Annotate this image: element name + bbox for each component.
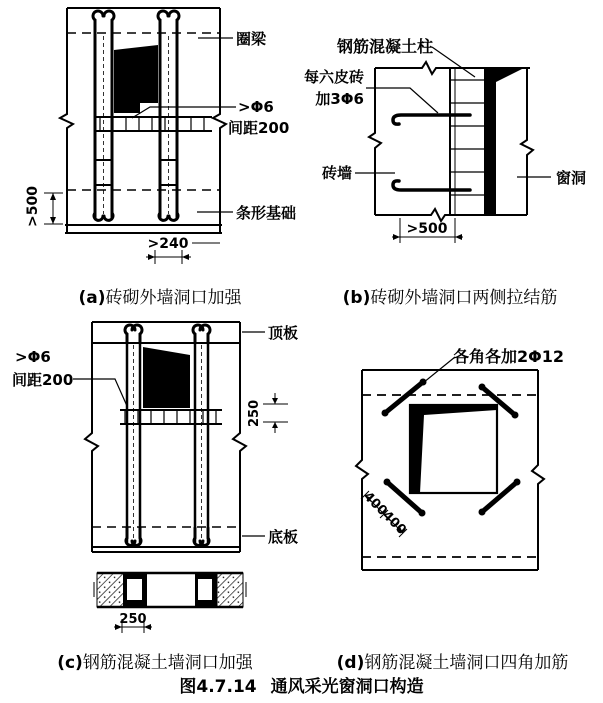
stirrup-ties (95, 160, 177, 185)
caption-a-prefix: (a) (78, 288, 106, 308)
panel-b-drawing (295, 25, 603, 255)
caption-d-text: 钢筋混凝土墙洞口四角加筋 (364, 653, 569, 673)
corner-black-wedge (496, 68, 524, 82)
dim-250-right-label: 250 (247, 399, 262, 427)
caption-c-text: 钢筋混凝土墙洞口加强 (82, 653, 253, 673)
dim-250-arrow-down (272, 398, 278, 404)
corner-note-leader (418, 357, 455, 387)
dim-500-arrow-left (393, 234, 400, 240)
wall-right-line (233, 322, 246, 552)
caption-panel-b (300, 283, 600, 308)
dim-250-bottom-label: 250 (119, 612, 147, 627)
wall-left-line (60, 8, 73, 232)
lintel-band (95, 117, 212, 131)
window-jamb-line (521, 68, 533, 215)
lintel-band (120, 410, 222, 424)
rebar-spacing-label: 间距200 (228, 119, 290, 137)
wall-right-line (213, 8, 226, 232)
wall-cross-section (94, 573, 246, 607)
caption-panel-d (305, 648, 600, 673)
dim-500-label: >500 (406, 221, 448, 237)
dim-400-label-1: 400 (360, 489, 390, 520)
strip-foundation-label: 条形基础 (236, 204, 297, 222)
panel-a-drawing (20, 0, 300, 270)
panel-d-drawing (330, 335, 603, 583)
tie-bar-upper (393, 115, 470, 124)
wall-left-line (356, 370, 368, 570)
dim-500-arrow-up (50, 193, 56, 200)
figure-title: 通风采光窗洞口构造 (270, 677, 424, 697)
rebar-hooks-top (125, 325, 210, 343)
rebar-hooks-bottom (126, 528, 209, 545)
concrete-column-black-band (486, 68, 496, 215)
rebar-hooks-bottom (94, 203, 178, 220)
rebar-hooks-top (93, 11, 179, 29)
rebar-spec-label: >Φ6 (238, 98, 274, 116)
column-ladder (450, 68, 485, 215)
dim-240-arrow-left (148, 254, 155, 260)
top-slab-label: 顶板 (268, 324, 299, 342)
wall-right-line (532, 370, 544, 570)
caption-c-prefix: (c) (57, 653, 83, 673)
window-opening-label: 窗洞 (556, 169, 587, 187)
tie-bar-lower (393, 181, 470, 190)
rebar-spec-leader (73, 379, 127, 406)
caption-a-text: 砖砌外墙洞口加强 (105, 288, 242, 308)
dim-240-arrow-right (182, 254, 189, 260)
dim-240-label: >240 (147, 236, 189, 252)
opening-black-wedge (114, 45, 158, 113)
caption-panel-a (20, 283, 300, 308)
tie-note-line2: 加3Φ6 (315, 90, 364, 108)
tie-note-line1: 每六皮砖 (303, 68, 364, 86)
figure-caption (0, 672, 603, 697)
dim-250-arrow-up (272, 422, 278, 428)
figure-number: 图4.7.14 (179, 677, 257, 697)
wall-left-line (369, 68, 381, 215)
rebar-spec-label: >Φ6 (15, 348, 51, 366)
dim-400-label-2: 400 (379, 508, 409, 539)
rebar-spacing-label: 间距200 (12, 371, 74, 389)
dim-500-arrow-down (50, 217, 56, 224)
tie-note-leader (366, 88, 438, 113)
panel-c-drawing (5, 315, 305, 648)
wall-left-line (85, 322, 98, 552)
brick-wall-label: 砖墙 (321, 164, 352, 182)
dim-500-label: >500 (25, 186, 41, 227)
caption-b-prefix: (b) (342, 288, 371, 308)
ring-beam-label: 圈梁 (236, 30, 267, 48)
caption-d-prefix: (d) (336, 653, 365, 673)
dim-500-arrow-right (455, 234, 462, 240)
bottom-slab-label: 底板 (268, 528, 299, 546)
caption-b-text: 砖砌外墙洞口两侧拉结筋 (370, 288, 558, 308)
rc-column-label: 钢筋混凝土柱 (337, 37, 434, 56)
rc-column-leader (432, 47, 475, 77)
opening-black-wedge (143, 347, 190, 408)
caption-panel-c (5, 648, 305, 673)
corner-note-label: 各角各加2Φ12 (453, 347, 565, 366)
